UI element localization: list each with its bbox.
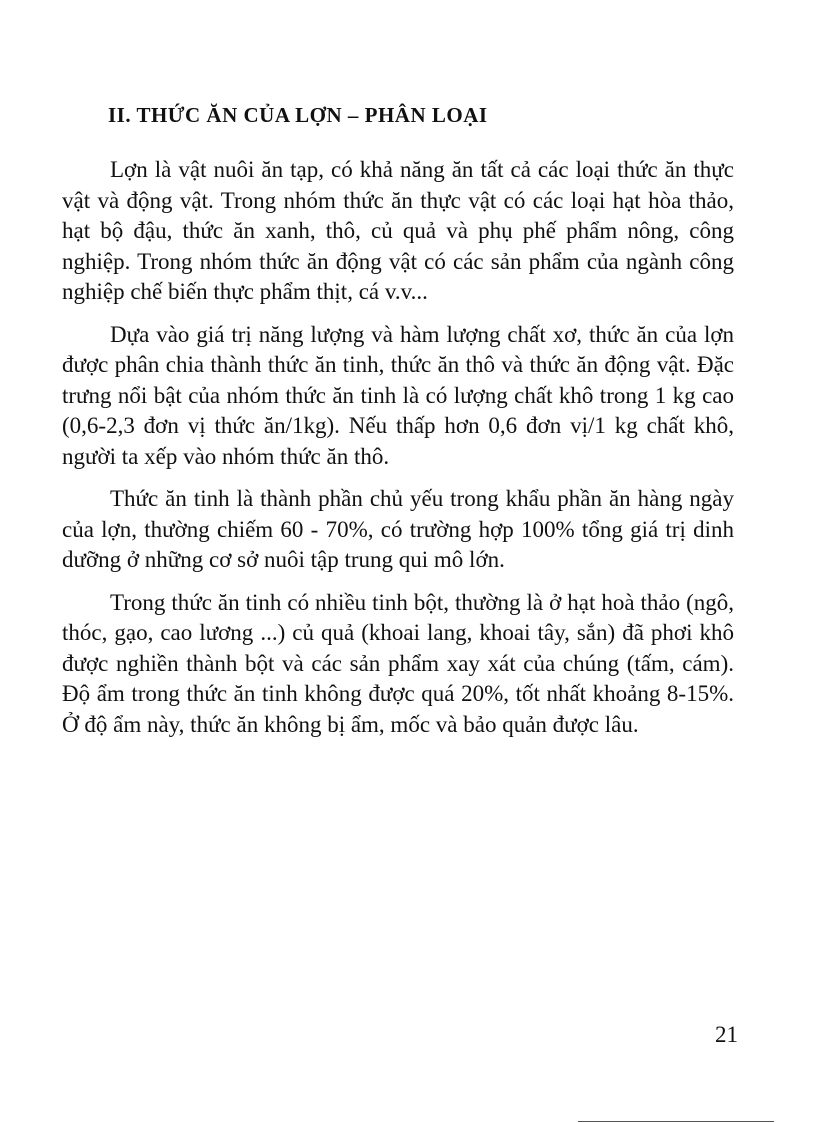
paragraph: Lợn là vật nuôi ăn tạp, có khả năng ăn tất cả các loại thức ăn thực vật và động vật. Trong nhóm thức ăn thực vật có các loại hạt hòa thảo, hạt bộ đậu, thức ăn xanh, thô, củ quả và phụ phế phẩm nông, công nghiệp. Trong nhóm thức ăn động vật có các sản phẩm của ngành công nghiệp chế biến thực phẩm thịt, cá v.v... (62, 157, 734, 304)
paragraph: Dựa vào giá trị năng lượng và hàm lượng chất xơ, thức ăn của lợn được phân chia thành thức ăn tinh, thức ăn thô và thức ăn động vật. Đặc trưng nổi bật của nhóm thức ăn tinh là có lượng chất khô trong 1 kg cao (0,6-2,3 đơn vị thức ăn/1kg). Nếu thấp hơn 0,6 đơn vị/1 kg chất khô, người ta xếp vào nhóm thức ăn thô. (62, 321, 734, 469)
section-body (62, 155, 734, 752)
section-heading: II. THỨC ĂN CỦA LỢN – PHÂN LOẠI (108, 103, 488, 127)
footer-rule (578, 1121, 774, 1122)
page-number: 21 (715, 1022, 738, 1047)
paragraph: Trong thức ăn tinh có nhiều tinh bột, thường là ở hạt hoà thảo (ngô, thóc, gạo, cao lương ...) củ quả (khoai lang, khoai tây, sắn) đã phơi khô được nghiền thành bột và các sản phẩm xay xát của chúng (tấm, cám). Độ ẩm trong thức ăn tinh không được quá 20%, tốt nhất khoảng 8-15%. Ở độ ẩm này, thức ăn không bị ẩm, mốc và bảo quản được lâu. (62, 589, 734, 737)
paragraph: Thức ăn tinh là thành phần chủ yếu trong khẩu phần ăn hàng ngày của lợn, thường chiếm 60 - 70%, có trường hợp 100% tổng giá trị dinh dưỡng ở những cơ sở nuôi tập trung qui mô lớn. (62, 486, 734, 572)
